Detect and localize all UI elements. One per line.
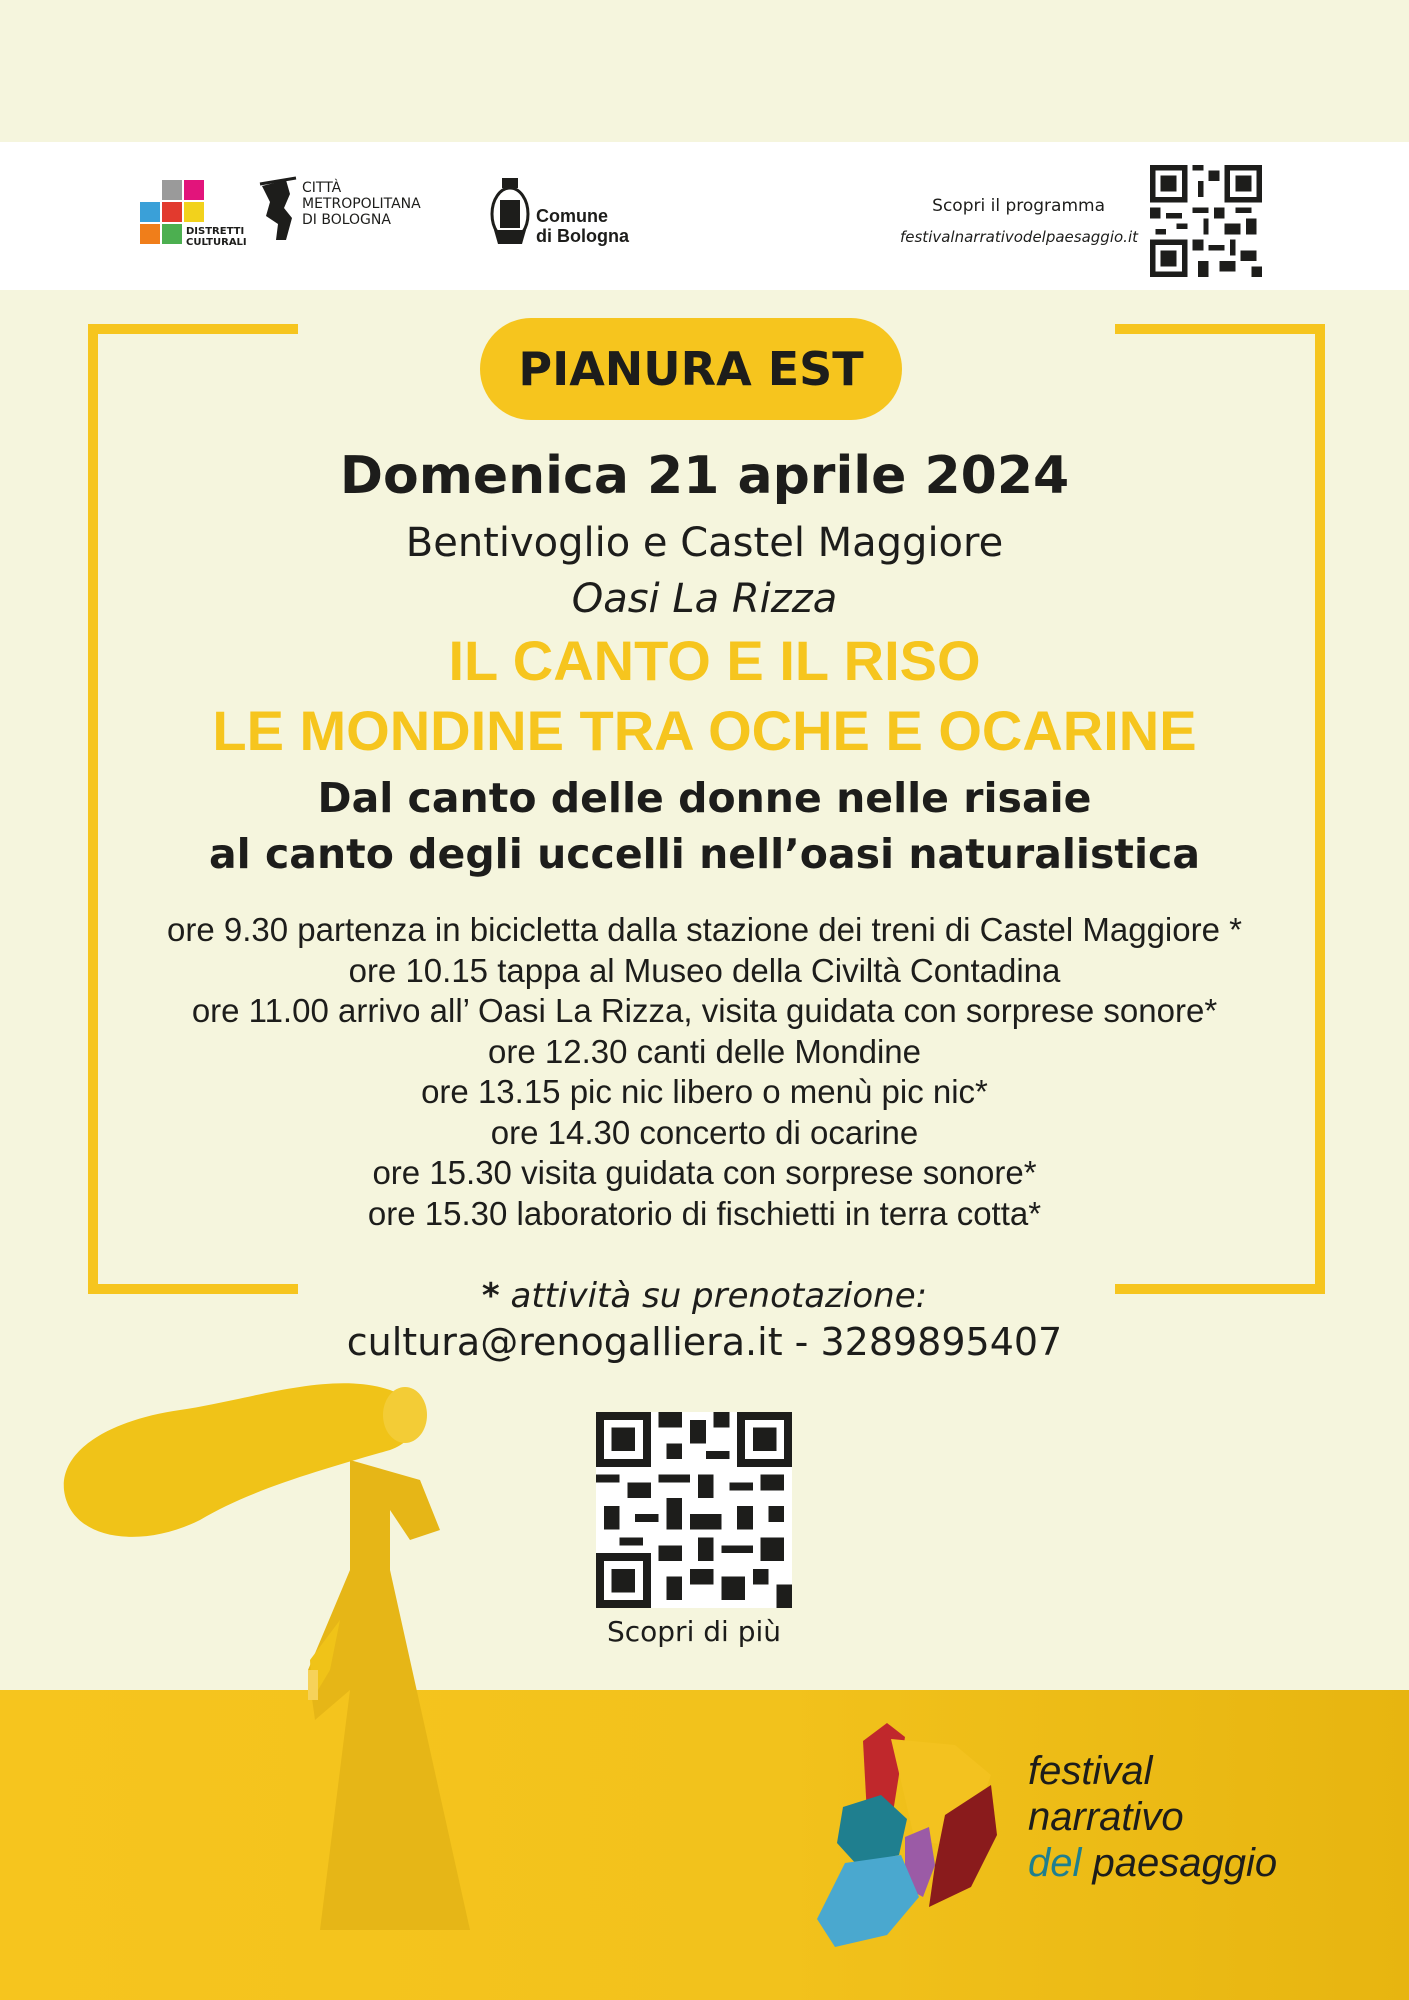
program-label: Scopri il programma [932,196,1105,216]
schedule-item: ore 14.30 concerto di ocarine [490,1113,919,1151]
schedule-item: ore 9.30 partenza in bicicletta dalla stazione dei treni di Castel Maggiore * [167,911,1242,948]
booking-note-text: attività su prenotazione: [510,1276,928,1316]
event-subtitle-line2: al canto degli uccelli nell’oasi naturalistica [208,830,1201,878]
distretti-culturali-logo [140,178,270,248]
festival-line3-del: del [1028,1841,1082,1885]
schedule-item: ore 15.30 laboratorio di fischietti in terra cotta* [367,1194,1042,1232]
svg-text:METROPOLITANA: METROPOLITANA [302,196,421,212]
festival-line2: narrativo [1028,1795,1184,1839]
booking-note [0,1276,1409,1316]
event-subtitle-line1: Dal canto delle donne nelle risaie [317,774,1092,822]
festival-line3 [1028,1840,1277,1886]
schedule-item: ore 15.30 visita guidata con sorprese sonore* [372,1154,1037,1191]
program-url[interactable]: festivalnarrativodelpaesaggio.it [899,228,1138,246]
event-place: Bentivoglio e Castel Maggiore [405,520,1004,566]
event-title-line1: IL CANTO E IL RISO [448,629,981,692]
event-title-line2: LE MONDINE TRA OCHE E OCARINE [212,699,1197,762]
booking-asterisk: * [481,1276,500,1316]
festival-logo-mark [795,1715,1020,1960]
festival-line3-paesaggio: paesaggio [1092,1841,1278,1885]
booking-contact[interactable]: cultura@renogalliera.it - 3289895407 [346,1320,1063,1364]
citta-metropolitana-logo [256,174,426,254]
svg-text:CITTÀ: CITTÀ [302,180,342,196]
schedule-item: ore 10.15 tappa al Museo della Civiltà Contadina [348,951,1061,989]
festival-wordmark [1028,1748,1277,1886]
event-date: Domenica 21 aprile 2024 [339,446,1070,506]
svg-text:di Bologna: di Bologna [536,226,629,246]
schedule-item: ore 12.30 canti delle Mondine [488,1032,921,1070]
area-badge: PIANURA EST [480,318,902,420]
schedule-item: ore 11.00 arrivo all’ Oasi La Rizza, visita guidata con sorprese sonore* [191,992,1218,1029]
comune-bologna-logo [488,170,658,256]
svg-text:Comune: Comune [536,206,608,226]
schedule-item: ore 13.15 pic nic libero o menù pic nic* [421,1073,988,1110]
event-site: Oasi La Rizza [571,576,838,622]
qr-caption: Scopri di più [606,1615,781,1648]
svg-text:CULTURALI: CULTURALI [186,237,247,248]
svg-text:DI BOLOGNA: DI BOLOGNA [302,212,391,228]
festival-line1: festival [1028,1749,1153,1793]
program-qr-code[interactable] [1150,165,1262,277]
mondina-figure-illustration [50,1370,500,1950]
more-info-qr-code[interactable] [596,1412,792,1608]
schedule-list [0,910,1409,1234]
svg-text:DISTRETTI: DISTRETTI [186,226,245,237]
